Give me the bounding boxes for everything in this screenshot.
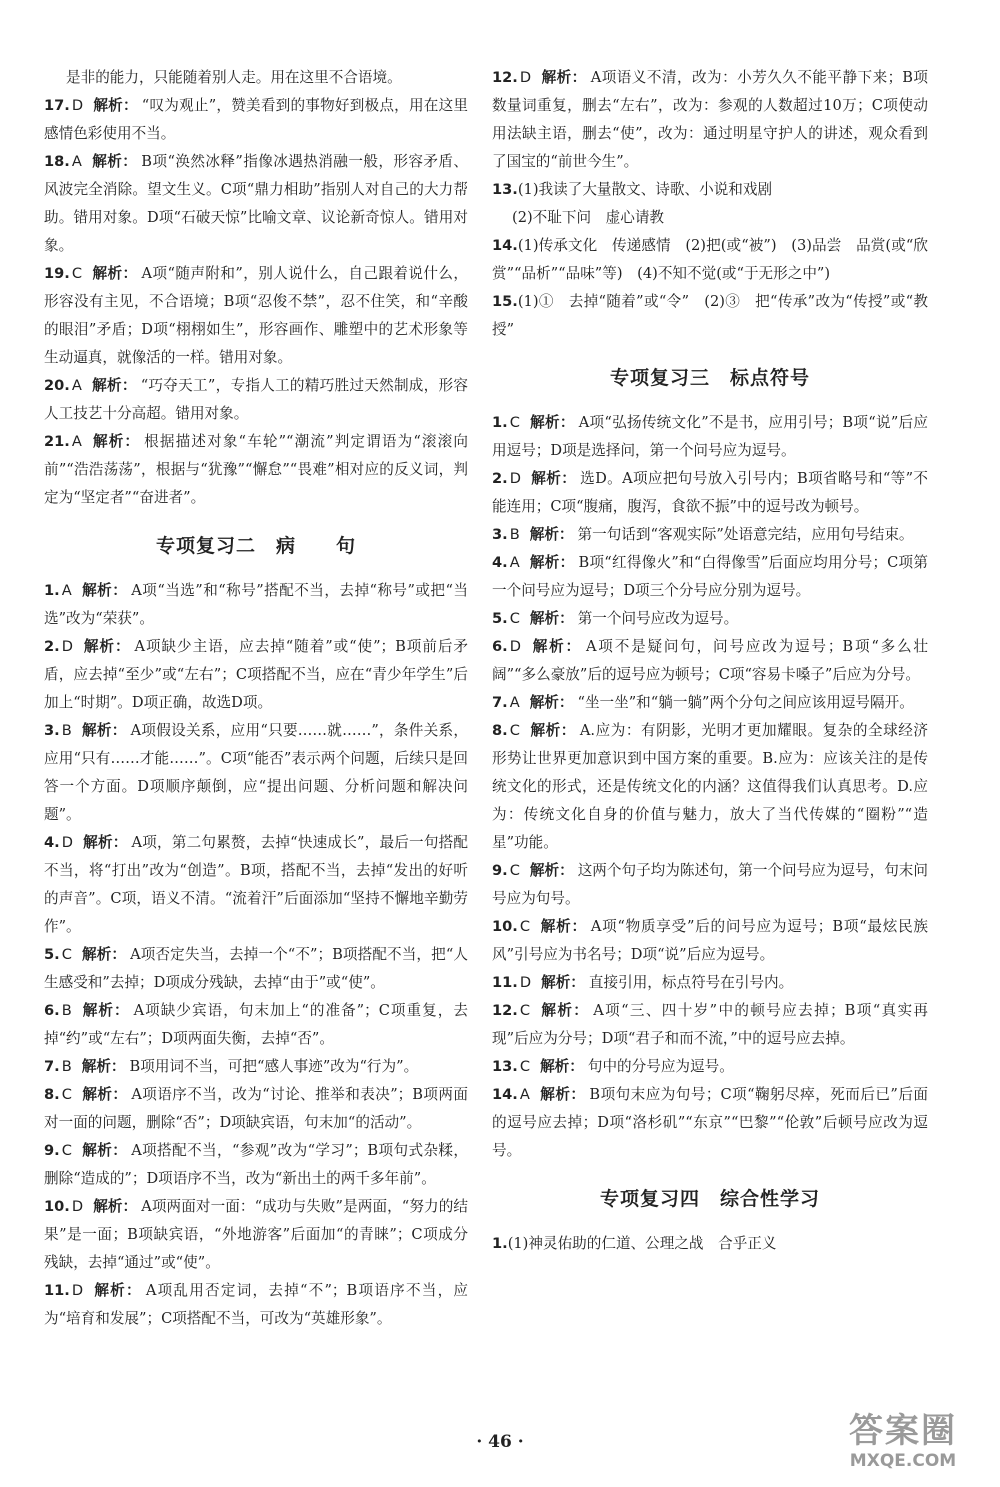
heading-subject-2: 句 xyxy=(336,535,357,557)
answer-text: (1)① 去掉“随着”或“令” (2)③ 把“传承”改为“传授”或“教授” xyxy=(492,293,928,338)
answer-entry xyxy=(492,997,928,1053)
answer-choice: A xyxy=(71,153,82,170)
answer-text: 这两个句子均为陈述句，第一个问号应为逗号，句末问号应为句号。 xyxy=(492,862,928,907)
answer-entry xyxy=(44,372,468,428)
answer-choice: A xyxy=(509,694,520,711)
answer-entry xyxy=(492,549,928,605)
answer-text: “巧夺天工”，专指人工的精巧胜过天然制成，形容人工技艺十分高超。错用对象。 xyxy=(44,377,468,422)
answer-entry xyxy=(492,1230,928,1258)
analysis-label: 解析： xyxy=(529,862,574,879)
answer-text: (2)不耻下问 虚心请教 xyxy=(512,209,665,226)
answer-number: 9. xyxy=(492,862,508,879)
analysis-label: 解析： xyxy=(529,526,574,543)
answer-choice: D xyxy=(71,1198,84,1215)
answer-entry xyxy=(492,232,928,288)
answer-text: 是非的能力，只能随着别人走。用在这里不合语境。 xyxy=(66,69,402,86)
answer-number: 1. xyxy=(492,1235,508,1252)
answer-choice: D xyxy=(71,1282,84,1299)
answer-text: (1)我读了大量散文、诗歌、小说和戏剧 xyxy=(517,181,773,198)
answer-text: A项缺少宾语，句末加上“的准备”；C项重复，去掉“约”或“左右”；D项两面失衡，去掉“否”。 xyxy=(44,1002,468,1047)
right-entries-top xyxy=(492,64,928,344)
analysis-label: 解析： xyxy=(529,554,575,571)
answer-text: “叹为观止”，赞美看到的事物好到极点，用在这里感情色彩使用不当。 xyxy=(44,97,468,142)
answer-entry xyxy=(492,689,928,717)
left-entries-bottom xyxy=(44,577,468,1333)
analysis-label: 解析： xyxy=(541,974,585,991)
answer-choice: C xyxy=(61,1142,72,1159)
answer-choice: A xyxy=(519,1086,530,1103)
answer-entry xyxy=(44,1193,468,1277)
answer-choice: A xyxy=(71,377,82,394)
answer-text: A项“三、四十岁”中的顿号应去掉；B项“真实再现”后应为分号；D项“君子和而不流，”中的逗号应去掉。 xyxy=(492,1002,928,1047)
analysis-label: 解析： xyxy=(81,1142,128,1159)
answer-text: 第一句话到“客观实际”处语意完结，应用句号结束。 xyxy=(577,526,914,543)
answer-entry xyxy=(492,969,928,997)
answer-choice: A xyxy=(61,582,72,599)
answer-choice: C xyxy=(509,414,520,431)
answer-number: 14. xyxy=(492,1086,518,1103)
answer-choice: B xyxy=(61,1002,72,1019)
answer-number: 8. xyxy=(492,722,508,739)
heading-subject-1: 病 xyxy=(275,535,296,557)
answer-text: (1)神灵佑助的仁道、公理之战 合乎正义 xyxy=(507,1235,777,1252)
analysis-label: 解析： xyxy=(529,610,574,627)
analysis-label: 解析： xyxy=(529,414,575,431)
answer-entry xyxy=(44,941,468,997)
answer-number: 15. xyxy=(492,293,518,310)
section-heading-3 xyxy=(492,364,928,392)
answer-text: B项用词不当，可把“感人事迹”改为“行为”。 xyxy=(129,1058,419,1075)
answer-number: 4. xyxy=(492,554,508,571)
answer-text: A项搭配不当，“参观”改为“学习”；B项句式杂糅，删除“造成的”；D项语序不当，改为“新出土的两千多年前”。 xyxy=(44,1142,468,1187)
answer-entry xyxy=(492,204,928,232)
answer-text: B项“涣然冰释”指像冰遇热消融一般，形容矛盾、风波完全消除。望文生义。C项“鼎力相助”指别人对自己的大力帮助。错用对象。D项“石破天惊”比喻文章、议论新奇惊人。错用对象。 xyxy=(44,153,468,254)
analysis-label: 解析： xyxy=(540,1002,590,1019)
analysis-label: 解析： xyxy=(540,1058,584,1075)
answer-text: 根据描述对象“车轮”“潮流”判定谓语为“滚滚向前”“浩浩荡荡”，根据与“犹豫”“懈怠”“畏难”相对应的反义词，判定为“坚定者”“奋进者”。 xyxy=(44,433,468,506)
answer-text: A项“弘扬传统文化”不是书，应用引号；B项“说”后应用逗号；D项是选择问，第一个问号应为逗号。 xyxy=(492,414,928,459)
answer-number: 11. xyxy=(492,974,518,991)
answer-entry xyxy=(44,1081,468,1137)
answer-number: 7. xyxy=(44,1058,60,1075)
analysis-label: 解析： xyxy=(81,582,128,599)
analysis-label: 解析： xyxy=(82,834,128,851)
heading-subject: 综合性学习 xyxy=(720,1188,821,1210)
answer-number: 13. xyxy=(492,1058,518,1075)
answer-entry xyxy=(44,1053,468,1081)
answer-text: A项否定失当，去掉一个“不”；B项搭配不当，把“人生感受和”去掉；D项成分残缺，去掉“由于”或“使”。 xyxy=(44,946,468,991)
answer-entry xyxy=(492,913,928,969)
answer-number: 10. xyxy=(492,918,518,935)
answer-choice: C xyxy=(519,1002,531,1019)
answer-number: 5. xyxy=(44,946,60,963)
answer-choice: B xyxy=(509,526,520,543)
analysis-label: 解析： xyxy=(92,265,138,282)
answer-choice: D xyxy=(61,638,73,655)
answer-number: 11. xyxy=(44,1282,70,1299)
answer-entry xyxy=(492,465,928,521)
page-number: · 46 · xyxy=(476,1432,524,1452)
answer-choice: C xyxy=(519,918,531,935)
heading-title: 专项复习四 xyxy=(599,1188,700,1210)
answer-number: 19. xyxy=(44,265,70,282)
answer-text: A项缺少主语，应去掉“随着”或“使”；B项前后矛盾，应去掉“至少”或“左右”；C项搭配不当，应在“青少年学生”后加上“时期”。D项正确，故选D项。 xyxy=(44,638,468,711)
left-entries-top xyxy=(44,64,468,512)
answer-text: B项句末应为句号；C项“鞠躬尽瘁，死而后已”后面的逗号应去掉；D项“洛杉矶”“东京”“巴黎”“伦敦”后顿号应改为逗号。 xyxy=(492,1086,928,1159)
answer-text: A项“物质享受”后的问号应为逗号；B项“最炫民族风”引号应为书名号；D项“说”后应为逗号。 xyxy=(492,918,928,963)
answer-text: A项语序不当，改为“讨论、推举和表决”；B项两面对一面的问题，删除“否”；D项缺宾语，句末加“的活动”。 xyxy=(44,1086,468,1131)
analysis-label: 解析： xyxy=(82,638,131,655)
answer-entry xyxy=(492,409,928,465)
answer-choice: C xyxy=(509,722,520,739)
answer-text: (1)传承文化 传递感情 (2)把(或“被”) (3)品尝 品赏(或“欣赏”“品析”“品味”等) (4)不知不觉(或“于无形之中”) xyxy=(492,237,928,282)
analysis-label: 解析： xyxy=(81,1002,130,1019)
answer-entry xyxy=(44,64,468,92)
right-entries-bottom xyxy=(492,1230,928,1258)
analysis-label: 解析： xyxy=(91,433,141,450)
analysis-label: 解析： xyxy=(81,722,127,739)
answer-entry xyxy=(44,260,468,372)
answer-choice: A xyxy=(71,433,82,450)
answer-choice: A xyxy=(509,554,520,571)
answer-number: 2. xyxy=(492,470,508,487)
answer-choice: B xyxy=(61,722,72,739)
answer-number: 21. xyxy=(44,433,70,450)
answer-number: 12. xyxy=(492,1002,518,1019)
section-heading-4 xyxy=(492,1185,928,1213)
answer-number: 13. xyxy=(492,181,518,198)
analysis-label: 解析： xyxy=(530,638,582,655)
answer-entry xyxy=(44,577,468,633)
analysis-label: 解析： xyxy=(81,946,127,963)
analysis-label: 解析： xyxy=(529,694,574,711)
answer-entry xyxy=(492,64,928,176)
answer-number: 2. xyxy=(44,638,60,655)
analysis-label: 解析： xyxy=(93,1198,138,1215)
answer-text: A项语义不清，改为：小芳久久不能平静下来；B项数量词重复，删去“左右”，改为：参观的人数超过10万；C项使动用法缺主语，删去“使”，改为：通过明星守护人的讲述，观众看到了国宝的“前世今生”。 xyxy=(492,69,928,170)
analysis-label: 解析： xyxy=(540,918,587,935)
answer-entry xyxy=(492,176,928,204)
analysis-label: 解析： xyxy=(93,97,138,114)
answer-number: 17. xyxy=(44,97,70,114)
answer-number: 20. xyxy=(44,377,70,394)
answer-number: 6. xyxy=(44,1002,60,1019)
answer-entry xyxy=(44,633,468,717)
answer-text: A项“随声附和”，别人说什么，自己跟着说什么，形容没有主见，不合语境；B项“忍俊不禁”，忍不住笑，和“辛酸的眼泪”矛盾；D项“栩栩如生”，形容画作、雕塑中的艺术形象等生动逼真，就像活的一样。错用对象。 xyxy=(44,265,468,366)
answer-text: A项不是疑问句，问号应改为逗号；B项“多么壮阔”“多么豪放”后的逗号应为顿号；C项“容易卡嗓子”后应为分号。 xyxy=(492,638,928,683)
answer-entry xyxy=(492,521,928,549)
answer-entry xyxy=(492,288,928,344)
answer-text: 第一个问号应改为逗号。 xyxy=(577,610,739,627)
answer-choice: D xyxy=(509,638,521,655)
heading-subject: 标点符号 xyxy=(730,367,811,389)
answer-text: A项乱用否定词，去掉“不”；B项语序不当，应为“培育和发展”；C项搭配不当，可改为“英雄形象”。 xyxy=(44,1282,468,1327)
answer-entry xyxy=(492,857,928,913)
answer-entry xyxy=(492,1081,928,1165)
answer-number: 3. xyxy=(492,526,508,543)
answer-entry xyxy=(492,605,928,633)
watermark-text: 答案圈 xyxy=(849,1411,957,1451)
answer-choice: D xyxy=(71,97,84,114)
answer-choice: D xyxy=(61,834,73,851)
heading-title: 专项复习二 xyxy=(155,535,256,557)
analysis-label: 解析： xyxy=(539,1086,586,1103)
right-entries-middle xyxy=(492,409,928,1165)
answer-number: 5. xyxy=(492,610,508,627)
answer-number: 3. xyxy=(44,722,60,739)
left-column xyxy=(44,64,468,1333)
answer-entry xyxy=(44,92,468,148)
answer-text: 直接引用，标点符号在引号内。 xyxy=(588,974,794,991)
answer-text: 选D。A项应把句号放入引号内；B项省略号和“等”不能连用；C项“腹痛，腹泻，食欲不振”中的逗号改为顿号。 xyxy=(492,470,928,515)
answer-entry xyxy=(44,1137,468,1193)
answer-choice: C xyxy=(61,946,72,963)
analysis-label: 解析： xyxy=(541,69,587,86)
answer-entry xyxy=(492,1053,928,1081)
answer-text: A.应为：有阴影，光明才更加耀眼。复杂的全球经济形势让世界更加意识到中国方案的重要。B.应为：应该关注的是传统文化的形式，还是传统文化的内涵？这值得我们认真思考。D.应为：传统文化自身的价值与魅力，放大了当代传媒的“圈粉”“造星”功能。 xyxy=(492,722,928,851)
answer-number: 6. xyxy=(492,638,508,655)
right-column xyxy=(492,64,928,1258)
heading-title: 专项复习三 xyxy=(609,367,710,389)
analysis-label: 解析： xyxy=(91,153,138,170)
analysis-label: 解析： xyxy=(91,377,137,394)
answer-text: A项“当选”和“称号”搭配不当，去掉“称号”或把“当选”改为“荣获”。 xyxy=(44,582,468,627)
answer-text: 句中的分号应为逗号。 xyxy=(587,1058,734,1075)
answer-number: 1. xyxy=(44,582,60,599)
answer-choice: D xyxy=(519,69,532,86)
answer-choice: C xyxy=(61,1086,72,1103)
analysis-label: 解析： xyxy=(93,1282,142,1299)
answer-entry xyxy=(44,997,468,1053)
answer-text: “坐一坐”和“躺一躺”两个分句之间应该用逗号隔开。 xyxy=(577,694,914,711)
watermark-url: MXQE.COM xyxy=(849,1451,957,1471)
answer-number: 10. xyxy=(44,1198,70,1215)
answer-choice: C xyxy=(71,265,83,282)
answer-choice: C xyxy=(519,1058,531,1075)
answer-choice: C xyxy=(509,862,520,879)
answer-number: 1. xyxy=(492,414,508,431)
answer-choice: C xyxy=(509,610,520,627)
answer-entry xyxy=(44,829,468,941)
section-heading-2 xyxy=(44,532,468,560)
answer-number: 8. xyxy=(44,1086,60,1103)
answer-entry xyxy=(44,1277,468,1333)
answer-number: 18. xyxy=(44,153,70,170)
answer-choice: D xyxy=(509,470,521,487)
answer-text: B项“红得像火”和“白得像雪”后面应均用分号；C项第一个问号应为逗号；D项三个分号应分别为逗号。 xyxy=(492,554,928,599)
answer-number: 14. xyxy=(492,237,518,254)
answer-entry xyxy=(44,428,468,512)
answer-text: A项，第二句累赘，去掉“快速成长”，最后一句搭配不当，将“打出”改为“创造”。B项，搭配不当，去掉“发出的好听的声音”。C项，语义不清。“流着汗”后面添加“坚持不懈地辛勤劳作”。 xyxy=(44,834,468,935)
analysis-label: 解析： xyxy=(529,722,576,739)
answer-entry xyxy=(44,717,468,829)
answer-text: A项假设关系，应用“只要……就……”，条件关系，应用“只有……才能……”。C项“能否”表示两个问题，后续只是回答一个方面。D项顺序颠倒，应“提出问题、分析问题和解决问题”。 xyxy=(44,722,468,823)
answer-entry xyxy=(44,148,468,260)
answer-number: 9. xyxy=(44,1142,60,1159)
answer-choice: D xyxy=(519,974,532,991)
answer-entry xyxy=(492,717,928,857)
analysis-label: 解析： xyxy=(81,1058,126,1075)
answer-number: 12. xyxy=(492,69,518,86)
answer-number: 7. xyxy=(492,694,508,711)
analysis-label: 解析： xyxy=(530,470,577,487)
answer-choice: B xyxy=(61,1058,72,1075)
answer-entry xyxy=(492,633,928,689)
answer-number: 4. xyxy=(44,834,60,851)
answer-text: A项两面对一面：“成功与失败”是两面，“努力的结果”是一面；B项缺宾语，“外地游客”后面加“的青睐”；C项成分残缺，去掉“通过”或“使”。 xyxy=(44,1198,468,1271)
analysis-label: 解析： xyxy=(81,1086,128,1103)
watermark-logo xyxy=(828,1411,978,1475)
